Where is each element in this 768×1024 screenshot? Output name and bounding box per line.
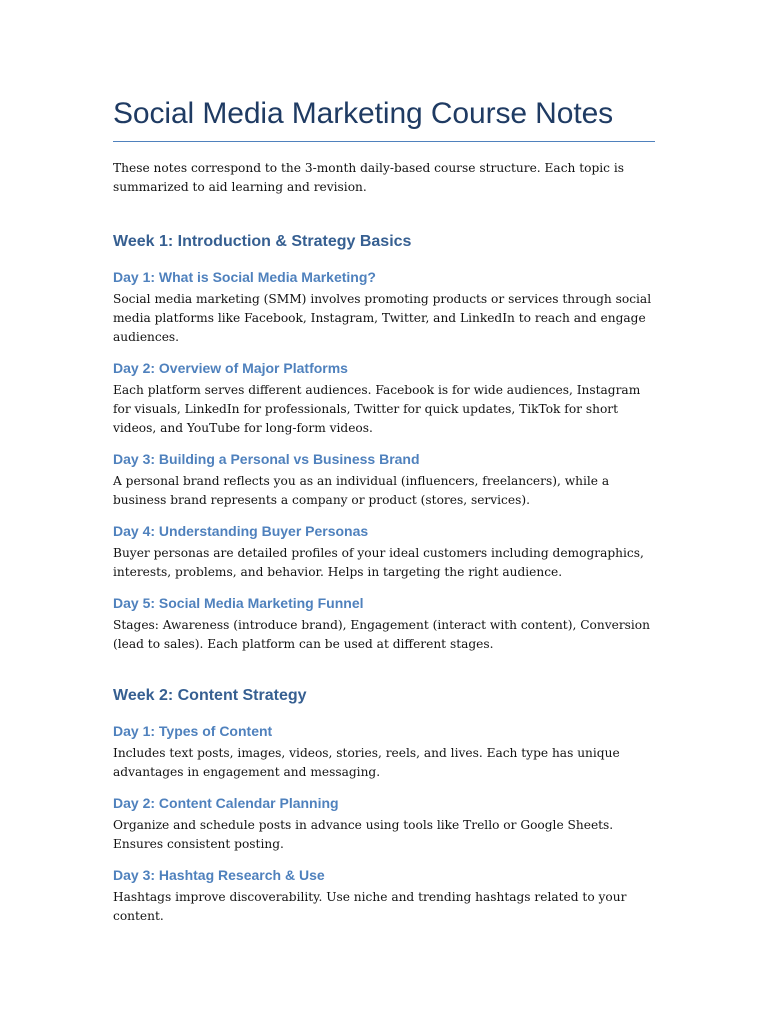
day-body: Hashtags improve discoverability. Use niche and trending hashtags related to your content.	[113, 890, 627, 923]
week-heading: Week 1: Introduction & Strategy Basics	[113, 233, 412, 250]
day-body: Organize and schedule posts in advance using tools like Trello or Google Sheets. Ensures consistent posting.	[113, 818, 614, 851]
week-1-section	[113, 232, 655, 654]
week-2-day-1	[113, 722, 655, 782]
intro-paragraph: These notes correspond to the 3-month daily-based course structure. Each topic is summarized to aid learning and revision.	[113, 161, 625, 194]
day-body: Buyer personas are detailed profiles of your ideal customers including demographics, interests, problems, and behavior. Helps in targeting the right audience.	[113, 546, 644, 579]
day-heading: Day 3: Building a Personal vs Business Brand	[113, 451, 420, 467]
week-1-day-5	[113, 594, 655, 654]
day-body: Includes text posts, images, videos, stories, reels, and lives. Each type has unique advantages in engagement and messaging.	[113, 746, 620, 779]
day-heading: Day 1: Types of Content	[113, 723, 273, 739]
day-body: Each platform serves different audiences. Facebook is for wide audiences, Instagram for visuals, LinkedIn for professionals, Twitter for quick updates, TikTok for short videos, and YouTube for long-form videos.	[113, 383, 641, 435]
week-2-section	[113, 686, 655, 926]
week-2-day-3	[113, 866, 655, 926]
page-title: Social Media Marketing Course Notes	[113, 96, 655, 142]
week-heading: Week 2: Content Strategy	[113, 687, 307, 704]
day-body: A personal brand reflects you as an individual (influencers, freelancers), while a business brand represents a company or product (stores, services).	[113, 474, 610, 507]
day-body: Stages: Awareness (introduce brand), Engagement (interact with content), Conversion (lead to sales). Each platform can be used at different stages.	[113, 618, 650, 651]
document-page	[113, 96, 655, 926]
day-heading: Day 5: Social Media Marketing Funnel	[113, 595, 364, 611]
day-heading: Day 2: Content Calendar Planning	[113, 795, 339, 811]
week-2-day-2	[113, 794, 655, 854]
day-heading: Day 4: Understanding Buyer Personas	[113, 523, 369, 539]
week-1-day-2	[113, 359, 655, 438]
day-body: Social media marketing (SMM) involves promoting products or services through social media platforms like Facebook, Instagram, Twitter, and LinkedIn to reach and engage audiences.	[113, 292, 652, 344]
week-1-day-1	[113, 268, 655, 347]
day-heading: Day 3: Hashtag Research & Use	[113, 867, 325, 883]
day-heading: Day 1: What is Social Media Marketing?	[113, 269, 376, 285]
week-1-day-3	[113, 450, 655, 510]
day-heading: Day 2: Overview of Major Platforms	[113, 360, 348, 376]
week-1-day-4	[113, 522, 655, 582]
